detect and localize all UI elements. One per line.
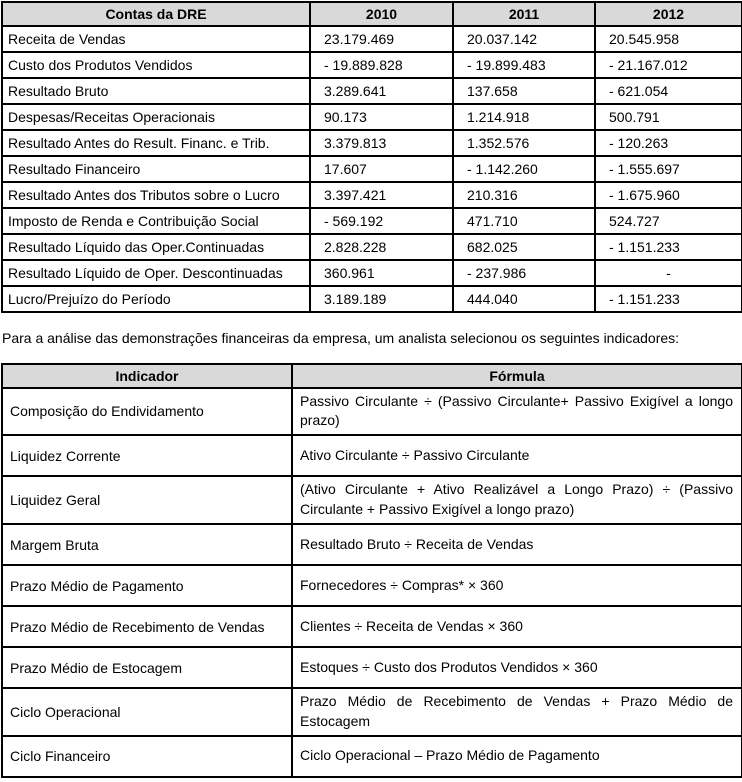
- indicators-table: [1, 363, 742, 778]
- indicator-name-cell: Liquidez Corrente: [2, 435, 292, 476]
- dre-value-cell: - 621.054: [595, 78, 742, 104]
- dre-table-row: [2, 234, 742, 260]
- indicators-header-formula: Fórmula: [292, 364, 742, 388]
- indicator-formula-cell: Clientes ÷ Receita de Vendas × 360: [292, 606, 742, 647]
- dre-value-cell: - 19.899.483: [453, 52, 595, 78]
- dre-value-cell: 90.173: [310, 104, 453, 130]
- dre-value-cell: - 1.142.260: [453, 156, 595, 182]
- dre-value-cell: 2.828.228: [310, 234, 453, 260]
- dre-table-row: [2, 156, 742, 182]
- dre-value-cell: 3.189.189: [310, 286, 453, 312]
- dre-value-cell: - 1.151.233: [595, 286, 742, 312]
- dre-value-cell: 1.214.918: [453, 104, 595, 130]
- dre-table-row: [2, 182, 742, 208]
- dre-value-cell: -: [595, 260, 742, 286]
- indicator-name-cell: Prazo Médio de Pagamento: [2, 565, 292, 606]
- indicator-formula-cell: (Ativo Circulante + Ativo Realizável a Longo Prazo) ÷ (Passivo Circulante + Passivo Exigível a longo prazo): [292, 476, 742, 524]
- indicator-table-row: [2, 647, 742, 688]
- dre-account-label: Resultado Bruto: [2, 78, 310, 104]
- dre-account-label: Lucro/Prejuízo do Período: [2, 286, 310, 312]
- dre-value-cell: - 569.192: [310, 208, 453, 234]
- indicator-name-cell: Prazo Médio de Recebimento de Vendas: [2, 606, 292, 647]
- dre-account-label: Resultado Antes do Result. Financ. e Trib.: [2, 130, 310, 156]
- dre-table-row: [2, 286, 742, 312]
- dre-value-cell: - 1.555.697: [595, 156, 742, 182]
- indicators-header-row: [2, 364, 742, 388]
- indicator-table-row: [2, 524, 742, 565]
- dre-value-cell: - 237.986: [453, 260, 595, 286]
- indicator-name-cell: Composição do Endividamento: [2, 388, 292, 436]
- indicator-formula-cell: Estoques ÷ Custo dos Produtos Vendidos × 360: [292, 647, 742, 688]
- dre-account-label: Resultado Líquido de Oper. Descontinuadas: [2, 260, 310, 286]
- dre-value-cell: - 21.167.012: [595, 52, 742, 78]
- dre-account-label: Receita de Vendas: [2, 26, 310, 52]
- dre-value-cell: 137.658: [453, 78, 595, 104]
- indicator-table-row: [2, 476, 742, 524]
- dre-table-row: [2, 104, 742, 130]
- indicator-name-cell: Ciclo Operacional: [2, 688, 292, 736]
- dre-value-cell: 682.025: [453, 234, 595, 260]
- dre-value-cell: 444.040: [453, 286, 595, 312]
- dre-account-label: Despesas/Receitas Operacionais: [2, 104, 310, 130]
- dre-header-year-2011: 2011: [453, 2, 595, 26]
- dre-value-cell: 20.545.958: [595, 26, 742, 52]
- dre-value-cell: - 120.263: [595, 130, 742, 156]
- dre-table: [1, 1, 742, 313]
- dre-value-cell: 524.727: [595, 208, 742, 234]
- dre-value-cell: 3.379.813: [310, 130, 453, 156]
- dre-value-cell: 471.710: [453, 208, 595, 234]
- dre-header-year-2012: 2012: [595, 2, 742, 26]
- indicator-formula-cell: Fornecedores ÷ Compras* × 360: [292, 565, 742, 606]
- dre-header-account: Contas da DRE: [2, 2, 310, 26]
- indicator-formula-cell: Ativo Circulante ÷ Passivo Circulante: [292, 435, 742, 476]
- indicator-formula-cell: Passivo Circulante ÷ (Passivo Circulante+ Passivo Exigível a longo prazo): [292, 388, 742, 436]
- dre-table-row: [2, 52, 742, 78]
- dre-value-cell: 210.316: [453, 182, 595, 208]
- dre-value-cell: - 19.889.828: [310, 52, 453, 78]
- dre-account-label: Imposto de Renda e Contribuição Social: [2, 208, 310, 234]
- dre-account-label: Resultado Antes dos Tributos sobre o Lucro: [2, 182, 310, 208]
- dre-value-cell: 17.607: [310, 156, 453, 182]
- dre-table-row: [2, 260, 742, 286]
- dre-account-label: Custo dos Produtos Vendidos: [2, 52, 310, 78]
- dre-table-row: [2, 130, 742, 156]
- indicator-table-row: [2, 388, 742, 436]
- indicator-name-cell: Liquidez Geral: [2, 476, 292, 524]
- dre-value-cell: 23.179.469: [310, 26, 453, 52]
- dre-header-year-2010: 2010: [310, 2, 453, 26]
- dre-value-cell: - 1.151.233: [595, 234, 742, 260]
- indicator-table-row: [2, 606, 742, 647]
- intro-paragraph: Para a análise das demonstrações financeiras da empresa, um analista selecionou os seguintes indicadores:: [2, 330, 680, 346]
- indicator-table-row: [2, 688, 742, 736]
- dre-table-row: [2, 208, 742, 234]
- indicators-header-indicator: Indicador: [2, 364, 292, 388]
- dre-account-label: Resultado Financeiro: [2, 156, 310, 182]
- dre-value-cell: 20.037.142: [453, 26, 595, 52]
- indicator-formula-cell: Resultado Bruto ÷ Receita de Vendas: [292, 524, 742, 565]
- dre-value-cell: 3.289.641: [310, 78, 453, 104]
- dre-account-label: Resultado Líquido das Oper.Continuadas: [2, 234, 310, 260]
- indicator-name-cell: Margem Bruta: [2, 524, 292, 565]
- indicator-formula-cell: Ciclo Operacional – Prazo Médio de Pagamento: [292, 736, 742, 777]
- dre-value-cell: 500.791: [595, 104, 742, 130]
- indicators-table-body: [2, 388, 742, 777]
- indicator-formula-cell: Prazo Médio de Recebimento de Vendas + Prazo Médio de Estocagem: [292, 688, 742, 736]
- indicator-table-row: [2, 565, 742, 606]
- indicator-table-row: [2, 736, 742, 777]
- dre-table-row: [2, 78, 742, 104]
- dre-value-cell: 3.397.421: [310, 182, 453, 208]
- dre-table-row: [2, 26, 742, 52]
- dre-header-row: [2, 2, 742, 26]
- indicator-name-cell: Ciclo Financeiro: [2, 736, 292, 777]
- dre-table-body: [2, 26, 742, 312]
- dre-value-cell: - 1.675.960: [595, 182, 742, 208]
- dre-value-cell: 1.352.576: [453, 130, 595, 156]
- dre-value-cell: 360.961: [310, 260, 453, 286]
- indicator-name-cell: Prazo Médio de Estocagem: [2, 647, 292, 688]
- indicator-table-row: [2, 435, 742, 476]
